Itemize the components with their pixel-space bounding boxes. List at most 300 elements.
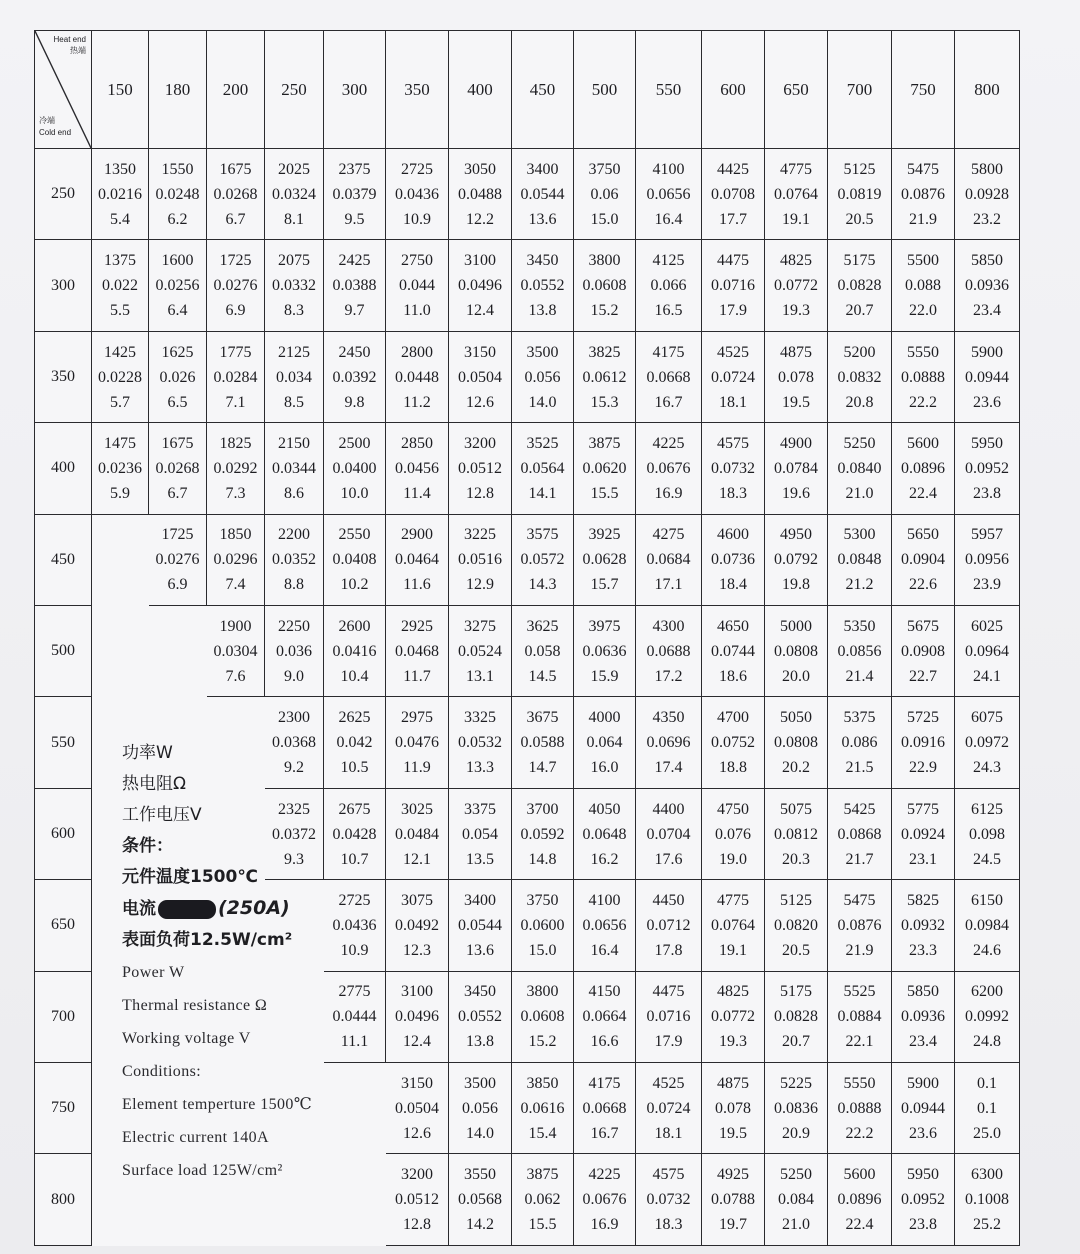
voltage-value: 23.8	[909, 1216, 937, 1234]
voltage-value: 7.6	[225, 667, 246, 685]
spec-cell	[512, 788, 574, 879]
voltage-value: 15.9	[590, 667, 619, 685]
spec-cell	[92, 423, 149, 514]
voltage-value: 16.2	[590, 850, 619, 868]
power-value: 4450	[652, 891, 685, 909]
power-value: 5375	[843, 709, 876, 727]
resistance-value: 0.0216	[98, 185, 142, 203]
power-value: 3975	[588, 617, 621, 635]
resistance-value: 0.086	[841, 734, 878, 752]
power-value: 4175	[588, 1074, 621, 1092]
cold-end-row-header: 550	[35, 697, 92, 788]
resistance-value: 0.0268	[213, 185, 258, 203]
spec-cell	[955, 149, 1020, 240]
power-value: 5957	[971, 526, 1003, 544]
spec-cell	[386, 514, 449, 605]
cold-end-row-header: 350	[35, 331, 92, 422]
voltage-value: 19.3	[782, 302, 810, 320]
resistance-value: 0.0552	[520, 277, 565, 295]
voltage-value: 23.2	[973, 210, 1001, 228]
resistance-value: 0.0392	[332, 368, 377, 386]
power-value: 3200	[464, 434, 496, 452]
spec-cell	[955, 880, 1020, 971]
power-value: 4575	[717, 434, 749, 452]
spec-cell	[892, 1154, 955, 1245]
voltage-value: 9.0	[284, 667, 304, 685]
spec-cell	[636, 606, 702, 697]
spec-cell	[955, 606, 1020, 697]
spec-cell	[265, 423, 324, 514]
spec-cell	[892, 788, 955, 879]
voltage-value: 11.4	[403, 484, 431, 502]
legend-voltage-zh: 工作电压V	[122, 805, 202, 825]
empty-cell	[92, 514, 149, 605]
heat-end-label-zh: 热端	[70, 46, 86, 55]
voltage-value: 9.7	[344, 302, 365, 320]
spec-cell	[828, 1063, 892, 1154]
resistance-value: 0.0972	[965, 734, 1009, 752]
resistance-value: 0.0944	[965, 368, 1009, 386]
power-value: 2425	[338, 252, 371, 270]
power-value: 3100	[464, 252, 496, 270]
power-value: 4775	[780, 160, 812, 178]
voltage-value: 16.7	[590, 1124, 619, 1142]
voltage-value: 8.8	[284, 576, 304, 594]
resistance-value: 0.054	[462, 825, 498, 843]
resistance-value: 0.0304	[213, 642, 258, 660]
voltage-value: 11.6	[403, 576, 431, 594]
resistance-value: 0.0496	[458, 277, 502, 295]
power-value: 2725	[401, 160, 433, 178]
power-value: 2850	[401, 434, 433, 452]
resistance-value: 0.076	[715, 825, 751, 843]
resistance-value: 0.0819	[837, 185, 882, 203]
spec-cell	[636, 971, 702, 1062]
power-value: 3575	[526, 526, 559, 544]
spec-cell	[765, 1154, 828, 1245]
power-value: 2775	[338, 983, 371, 1001]
power-value: 5300	[843, 526, 876, 544]
power-value: 2925	[401, 617, 433, 635]
spec-cell	[92, 331, 149, 422]
spec-cell	[955, 1154, 1020, 1245]
power-value: 5950	[971, 434, 1003, 452]
spec-cell	[512, 880, 574, 971]
power-value: 3800	[526, 983, 559, 1001]
resistance-value: 0.0848	[837, 551, 882, 569]
cold-end-row-header: 500	[35, 606, 92, 697]
power-value: 5825	[907, 891, 939, 909]
spec-cell	[892, 1063, 955, 1154]
voltage-value: 24.1	[973, 667, 1001, 685]
resistance-value: 0.042	[336, 734, 373, 752]
resistance-value: 0.0752	[711, 734, 755, 752]
voltage-value: 15.0	[590, 210, 619, 228]
resistance-value: 0.0428	[332, 825, 377, 843]
spec-cell	[149, 514, 207, 605]
voltage-value: 23.4	[909, 1033, 937, 1051]
resistance-value: 0.0608	[582, 277, 627, 295]
power-value: 2150	[278, 434, 310, 452]
spec-cell	[702, 606, 765, 697]
spec-cell	[828, 971, 892, 1062]
cold-end-row-header: 650	[35, 880, 92, 971]
resistance-value: 0.0444	[332, 1008, 377, 1026]
voltage-value: 17.2	[654, 667, 683, 685]
power-value: 3050	[464, 160, 496, 178]
resistance-value: 0.0828	[837, 277, 882, 295]
power-value: 5850	[907, 983, 939, 1001]
voltage-value: 10.9	[340, 941, 369, 959]
condition-surface-load-en: Surface load 125W/cm²	[122, 1162, 283, 1179]
hot-end-column-header: 400	[449, 31, 512, 149]
power-value: 1475	[104, 434, 136, 452]
spec-cell	[512, 1154, 574, 1245]
resistance-value: 0.0512	[395, 1191, 439, 1209]
voltage-value: 23.1	[909, 850, 937, 868]
voltage-value: 17.8	[654, 941, 683, 959]
spec-cell	[828, 788, 892, 879]
spec-cell	[449, 331, 512, 422]
resistance-value: 0.0388	[332, 277, 377, 295]
resistance-value: 0.0704	[646, 825, 691, 843]
voltage-value: 16.7	[654, 393, 683, 411]
spec-cell	[955, 423, 1020, 514]
voltage-value: 19.8	[782, 576, 810, 594]
table-row	[35, 423, 1020, 514]
power-value: 1600	[161, 252, 194, 270]
resistance-value: 0.0504	[395, 1099, 439, 1117]
spec-cell	[636, 1063, 702, 1154]
legend-voltage-en: Working voltage V	[122, 1030, 251, 1047]
power-value: 4000	[588, 709, 621, 727]
spec-cell	[955, 240, 1020, 331]
voltage-value: 12.8	[466, 484, 494, 502]
resistance-value: 0.0608	[520, 1008, 565, 1026]
resistance-value: 0.0876	[837, 916, 882, 934]
resistance-value: 0.0344	[272, 459, 316, 477]
voltage-value: 21.0	[782, 1216, 810, 1234]
power-value: 2325	[278, 800, 310, 818]
voltage-value: 14.0	[528, 393, 557, 411]
spec-cell	[892, 331, 955, 422]
resistance-value: 0.0268	[155, 459, 200, 477]
voltage-value: 16.6	[590, 1033, 619, 1051]
power-value: 5425	[843, 800, 876, 818]
table-row	[35, 240, 1020, 331]
spec-cell	[386, 149, 449, 240]
resistance-value: 0.036	[276, 642, 312, 660]
resistance-value: 0.0840	[837, 459, 882, 477]
voltage-value: 7.3	[225, 484, 246, 502]
spec-cell	[828, 697, 892, 788]
power-value: 5200	[843, 343, 876, 361]
resistance-value: 0.044	[399, 277, 435, 295]
resistance-value: 0.0736	[711, 551, 755, 569]
spec-cell	[702, 697, 765, 788]
power-value: 4750	[717, 800, 749, 818]
voltage-value: 22.4	[845, 1216, 874, 1234]
resistance-value: 0.0588	[520, 734, 565, 752]
spec-cell	[92, 240, 149, 331]
resistance-value: 0.0648	[582, 825, 627, 843]
power-value: 2200	[278, 526, 310, 544]
resistance-value: 0.0612	[582, 368, 627, 386]
power-value: 1425	[104, 343, 136, 361]
resistance-value: 0.056	[524, 368, 561, 386]
spec-cell	[765, 149, 828, 240]
power-value: 5075	[780, 800, 812, 818]
voltage-value: 15.0	[528, 941, 557, 959]
legend-notes-zh	[122, 738, 382, 956]
power-value: 2375	[338, 160, 371, 178]
resistance-value: 0.0812	[774, 825, 818, 843]
voltage-value: 25.2	[973, 1216, 1001, 1234]
voltage-value: 12.3	[403, 941, 431, 959]
resistance-value: 0.084	[778, 1191, 814, 1209]
power-value: 4425	[717, 160, 749, 178]
spec-cell	[828, 606, 892, 697]
hot-end-column-header: 500	[574, 31, 636, 149]
voltage-value: 17.1	[654, 576, 683, 594]
power-value: 5250	[843, 434, 876, 452]
resistance-value: 0.0368	[272, 734, 316, 752]
spec-cell	[386, 240, 449, 331]
power-value: 5050	[780, 709, 812, 727]
power-value: 3075	[401, 891, 433, 909]
power-value: 2625	[338, 709, 371, 727]
resistance-value: 0.0400	[332, 459, 377, 477]
voltage-value: 6.4	[167, 302, 188, 320]
power-value: 4525	[717, 343, 749, 361]
spec-cell	[207, 149, 265, 240]
resistance-value: 0.0684	[646, 551, 691, 569]
voltage-value: 19.3	[719, 1033, 747, 1051]
voltage-value: 14.7	[528, 759, 557, 777]
voltage-value: 21.2	[845, 576, 874, 594]
resistance-value: 0.0984	[965, 916, 1009, 934]
resistance-value: 0.0468	[395, 642, 439, 660]
spec-cell	[636, 149, 702, 240]
voltage-value: 12.2	[466, 210, 494, 228]
resistance-value: 0.0256	[155, 277, 200, 295]
power-value: 2675	[338, 800, 371, 818]
spec-cell	[207, 240, 265, 331]
resistance-value: 0.0592	[520, 825, 565, 843]
spec-cell	[828, 240, 892, 331]
power-value: 2300	[278, 709, 310, 727]
spec-cell	[892, 606, 955, 697]
voltage-value: 20.2	[782, 759, 810, 777]
power-value: 4125	[652, 252, 685, 270]
resistance-value: 0.034	[276, 368, 312, 386]
power-value: 3500	[464, 1074, 496, 1092]
resistance-value: 0.0516	[458, 551, 502, 569]
power-value: 1550	[161, 160, 194, 178]
resistance-value: 0.0676	[582, 1191, 627, 1209]
spec-cell	[207, 423, 265, 514]
resistance-value: 0.0708	[711, 185, 755, 203]
resistance-value: 0.1	[977, 1099, 997, 1117]
spec-cell	[265, 149, 324, 240]
resistance-value: 0.0524	[458, 642, 502, 660]
resistance-value: 0.0792	[774, 551, 818, 569]
resistance-value: 0.0544	[520, 185, 565, 203]
power-value: 1725	[161, 526, 194, 544]
power-value: 5475	[843, 891, 876, 909]
power-value: 4475	[652, 983, 685, 1001]
voltage-value: 15.2	[528, 1033, 557, 1051]
power-value: 6200	[971, 983, 1003, 1001]
resistance-value: 0.0808	[774, 642, 818, 660]
voltage-value: 20.7	[845, 302, 874, 320]
resistance-value: 0.0324	[272, 185, 316, 203]
power-value: 3100	[401, 983, 433, 1001]
resistance-value: 0.022	[102, 277, 138, 295]
spec-cell	[892, 697, 955, 788]
resistance-value: 0.0888	[837, 1099, 882, 1117]
power-value: 2600	[338, 617, 371, 635]
voltage-value: 14.1	[528, 484, 557, 502]
hot-end-column-header: 600	[702, 31, 765, 149]
resistance-value: 0.0884	[837, 1008, 882, 1026]
power-value: 4400	[652, 800, 685, 818]
power-value: 4225	[588, 1166, 621, 1184]
voltage-value: 22.2	[909, 393, 937, 411]
spec-cell	[574, 1154, 636, 1245]
voltage-value: 16.5	[654, 302, 683, 320]
power-value: 0.1	[977, 1074, 997, 1092]
voltage-value: 13.8	[466, 1033, 494, 1051]
hot-end-column-header: 700	[828, 31, 892, 149]
spec-cell	[765, 880, 828, 971]
voltage-value: 12.1	[403, 850, 431, 868]
spec-cell	[574, 331, 636, 422]
resistance-value: 0.0932	[901, 916, 945, 934]
spec-cell	[512, 697, 574, 788]
spec-cell	[265, 331, 324, 422]
power-value: 5675	[907, 617, 939, 635]
voltage-value: 18.1	[654, 1124, 683, 1142]
voltage-value: 17.9	[654, 1033, 683, 1051]
resistance-value: 0.088	[905, 277, 941, 295]
power-value: 4575	[652, 1166, 685, 1184]
spec-cell	[265, 240, 324, 331]
voltage-value: 15.3	[590, 393, 619, 411]
voltage-value: 20.5	[845, 210, 874, 228]
empty-cell	[149, 606, 207, 697]
power-value: 4050	[588, 800, 621, 818]
corner-header-cell	[35, 31, 92, 149]
legend-notes-en	[122, 956, 392, 1187]
voltage-value: 20.0	[782, 667, 810, 685]
spec-cell	[386, 1063, 449, 1154]
resistance-value: 0.0676	[646, 459, 691, 477]
resistance-value: 0.0628	[582, 551, 627, 569]
voltage-value: 14.5	[528, 667, 557, 685]
voltage-value: 24.3	[973, 759, 1001, 777]
voltage-value: 22.1	[845, 1033, 874, 1051]
voltage-value: 22.2	[845, 1124, 874, 1142]
resistance-value: 0.056	[462, 1099, 498, 1117]
voltage-value: 17.7	[719, 210, 747, 228]
voltage-value: 18.1	[719, 393, 747, 411]
power-value: 2450	[338, 343, 371, 361]
resistance-value: 0.0944	[901, 1099, 945, 1117]
voltage-value: 19.1	[782, 210, 810, 228]
voltage-value: 10.4	[340, 667, 369, 685]
cold-end-row-header: 450	[35, 514, 92, 605]
resistance-value: 0.0916	[901, 734, 945, 752]
spec-cell	[702, 880, 765, 971]
resistance-value: 0.0896	[837, 1191, 882, 1209]
resistance-value: 0.0292	[213, 459, 258, 477]
legend-power-zh: 功率W	[122, 743, 173, 763]
power-value: 5475	[907, 160, 939, 178]
spec-cell	[892, 514, 955, 605]
spec-cell	[955, 788, 1020, 879]
resistance-value: 0.0956	[965, 551, 1009, 569]
resistance-value: 0.0488	[458, 185, 502, 203]
power-value: 3875	[588, 434, 621, 452]
resistance-value: 0.078	[778, 368, 814, 386]
voltage-value: 14.3	[528, 576, 557, 594]
resistance-value: 0.0772	[711, 1008, 755, 1026]
voltage-value: 8.6	[284, 484, 304, 502]
voltage-value: 21.7	[845, 850, 874, 868]
power-value: 3750	[588, 160, 621, 178]
spec-cell	[449, 971, 512, 1062]
power-value: 2800	[401, 343, 433, 361]
hot-end-column-header: 650	[765, 31, 828, 149]
power-value: 5225	[780, 1074, 812, 1092]
voltage-value: 16.4	[654, 210, 683, 228]
resistance-value: 0.0476	[395, 734, 439, 752]
power-value: 6075	[971, 709, 1003, 727]
resistance-value: 0.0724	[711, 368, 755, 386]
voltage-value: 18.3	[719, 484, 747, 502]
power-value: 4875	[717, 1074, 749, 1092]
voltage-value: 13.6	[528, 210, 557, 228]
power-value: 3025	[401, 800, 433, 818]
voltage-value: 18.6	[719, 667, 747, 685]
power-value: 5725	[907, 709, 939, 727]
voltage-value: 19.1	[719, 941, 747, 959]
voltage-value: 19.7	[719, 1216, 747, 1234]
voltage-value: 14.8	[528, 850, 557, 868]
resistance-value: 0.0716	[711, 277, 755, 295]
voltage-value: 20.7	[782, 1033, 810, 1051]
voltage-value: 23.6	[909, 1124, 937, 1142]
power-value: 1675	[219, 160, 252, 178]
spec-cell	[702, 331, 765, 422]
voltage-value: 18.4	[719, 576, 747, 594]
resistance-value: 0.0876	[901, 185, 945, 203]
cold-end-label: Cold end	[39, 128, 72, 137]
spec-cell	[955, 514, 1020, 605]
spec-cell	[636, 1154, 702, 1245]
resistance-value: 0.0496	[395, 1008, 439, 1026]
spec-cell	[702, 1063, 765, 1154]
hot-end-column-header: 150	[92, 31, 149, 149]
resistance-value: 0.0832	[837, 368, 882, 386]
handwritten-current: (250A)	[218, 897, 290, 919]
power-value: 1375	[104, 252, 136, 270]
spec-cell	[636, 331, 702, 422]
voltage-value: 24.5	[973, 850, 1001, 868]
voltage-value: 15.4	[528, 1124, 557, 1142]
power-value: 2725	[338, 891, 371, 909]
